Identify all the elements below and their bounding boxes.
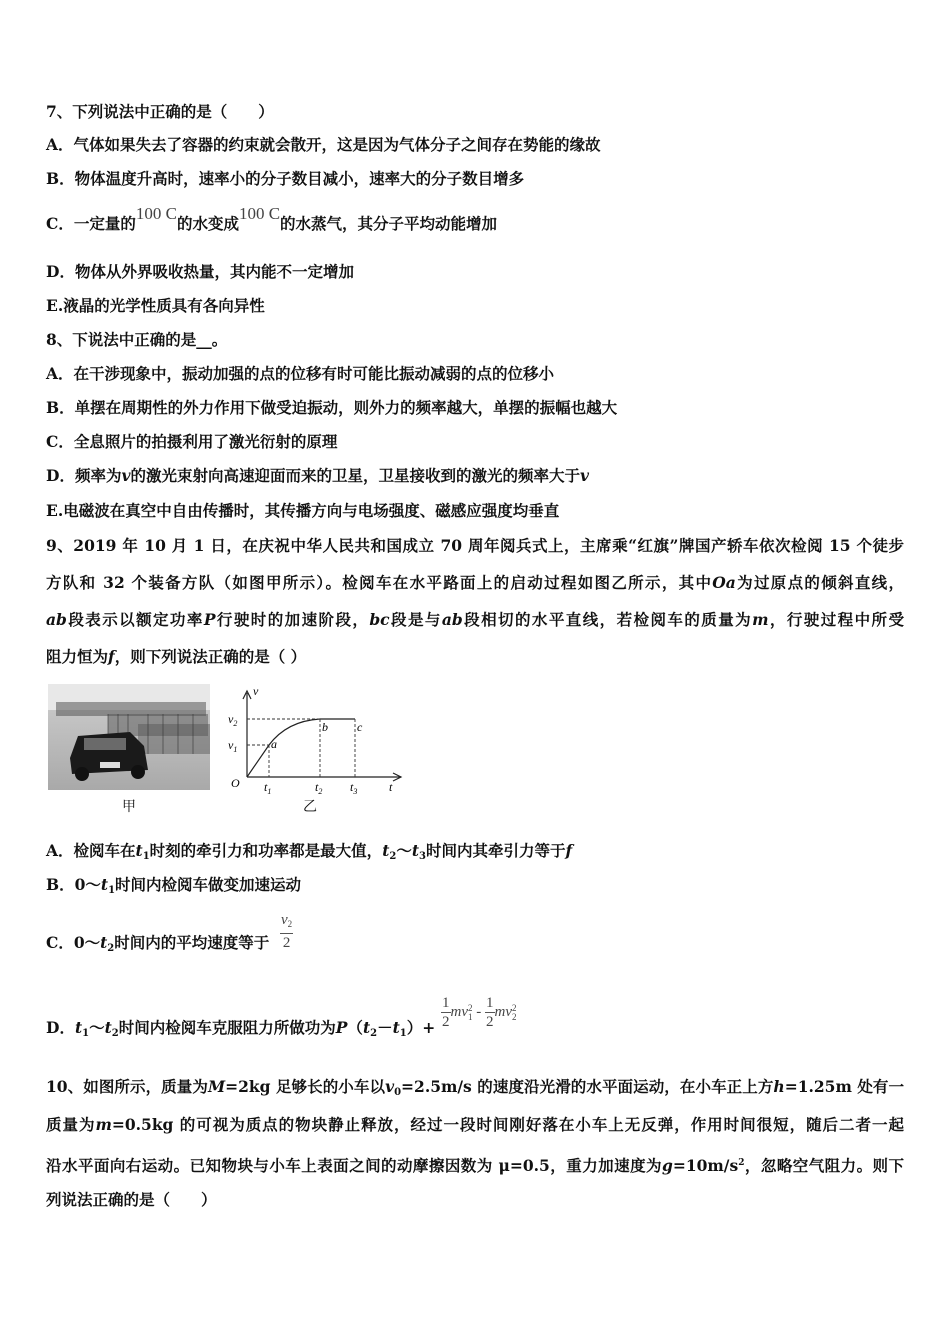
q9-option-b xyxy=(46,875,301,901)
q9c-den: 2 xyxy=(282,935,291,951)
q8-d-mid: 的激光束射向高速迎面而来的卫星，卫星接收到的激光的频率大于 xyxy=(130,466,580,485)
q9a-t2: t xyxy=(382,841,390,860)
q9d-p2: ～ xyxy=(89,1018,105,1037)
q10-l1-b: =2kg 足够长的小车以 xyxy=(225,1077,386,1096)
q9d-p4: （ xyxy=(347,1018,363,1037)
q9-line2 xyxy=(46,573,904,593)
q9-l3-p: P xyxy=(203,610,216,629)
q8-option-a: A．在干涉现象中，振动加强的点的位移有时可能比振动减弱的点的位移小 xyxy=(46,364,555,383)
q9a-t3s: 3 xyxy=(419,851,426,862)
q9-l3-c: 段是与 xyxy=(389,610,442,629)
q9-l3-ab: ab xyxy=(46,610,67,629)
q7-option-b: B．物体温度升高时，速率小的分子数目减小，速率大的分子数目增多 xyxy=(46,169,525,188)
q9-l4-f: f xyxy=(108,647,115,666)
figure-jia-caption: 甲 xyxy=(122,799,136,815)
q9a-p3: ～ xyxy=(396,841,412,860)
q9d-t1bs: 1 xyxy=(399,1028,407,1039)
graph-t-label: t xyxy=(389,780,393,794)
q9a-f: f xyxy=(565,841,573,860)
q9-line1: 9、2019 年 10 月 1 日，在庆祝中华人民共和国成立 70 周年阅兵式上，主席乘“红旗”牌国产轿车依次检阅 15 个徒步 xyxy=(46,536,904,555)
q9-l2-oa: Oa xyxy=(712,573,736,592)
graph-v1-label: $v_1$ xyxy=(228,738,238,754)
q9d-formula xyxy=(441,994,517,1031)
q9d-two1: 2 xyxy=(442,1014,450,1030)
q9a-t1: t xyxy=(135,841,143,860)
q9-option-c xyxy=(46,933,269,959)
q9c-nums: 2 xyxy=(287,919,293,929)
q9d-two2: 2 xyxy=(486,1014,494,1030)
q8-stem: 8、下说法中正确的是__。 xyxy=(46,330,228,349)
q7-c-temp1: 100 C xyxy=(135,204,177,223)
q9c-ts: 2 xyxy=(107,943,115,954)
q10-l1-v: v xyxy=(385,1077,395,1096)
q9-l4-b: ，则下列说法正确的是（ ） xyxy=(114,647,307,666)
graph-t2-label: $t_2$ xyxy=(315,780,323,796)
q9d-p3: 时间内检阅车克服阻力所做功为 xyxy=(118,1018,336,1037)
q9a-t1s: 1 xyxy=(142,851,150,862)
q10-l2-b: =0.5kg 的可视为质点的物块静止释放，经过一段时间刚好落在小车上无反弹，作用时间很短，随后二者一起 xyxy=(111,1115,904,1134)
parade-car-photo xyxy=(48,684,210,790)
q9-l2-a: 方队和 32 个装备方队（如图甲所示）。检阅车在水平路面上的启动过程如图乙所示，其中 xyxy=(46,573,713,592)
q9d-mv2: mv xyxy=(494,1003,512,1020)
q7-c-post: 的水蒸气，其分子平均动能增加 xyxy=(280,214,498,233)
q9-l3-ab2: ab xyxy=(441,610,463,629)
q9d-t2b: t xyxy=(362,1018,371,1037)
q9c-t: t xyxy=(100,933,108,952)
q9d-t1: t xyxy=(74,1018,83,1037)
q9d-s1: 1 xyxy=(468,1011,473,1022)
q10-line2 xyxy=(46,1115,904,1135)
q8-d-pre: D．频率为 xyxy=(46,466,122,485)
q10-l2-m: m xyxy=(95,1115,112,1134)
q9d-sq2: 2 xyxy=(512,1002,517,1013)
q7-stem: 7、下列说法中正确的是（ ） xyxy=(46,102,274,121)
q9-option-a xyxy=(46,841,572,867)
q7-option-d: D．物体从外界吸收热量，其内能不一定增加 xyxy=(46,262,354,281)
q7-option-c xyxy=(46,204,498,234)
graph-point-b: b xyxy=(322,720,328,734)
q7-option-a: A．气体如果失去了容器的约束就会散开，这是因为气体分子之间存在势能的缘故 xyxy=(46,135,601,154)
q9d-t2bs: 2 xyxy=(370,1028,378,1039)
q9d-s2: 2 xyxy=(512,1011,517,1022)
q8-d-v2: v xyxy=(579,466,589,485)
q9-l3-e: ，行驶过程中所受 xyxy=(768,610,904,629)
graph-t3-label: $t_3$ xyxy=(350,780,358,796)
q9-option-d xyxy=(46,1018,435,1044)
q9d-t1s: 1 xyxy=(82,1028,90,1039)
q7-c-temp2: 100 C xyxy=(238,204,281,223)
q10-line1 xyxy=(46,1077,904,1103)
q9d-t2: t xyxy=(104,1018,112,1037)
q9d-minus: - xyxy=(472,1003,485,1020)
q8-d-v1: v xyxy=(121,466,131,485)
graph-v2-label: $v_2$ xyxy=(228,712,238,728)
q9b-p2: 时间内检阅车做变加速运动 xyxy=(115,875,302,894)
q10-line4: 列说法正确的是（ ） xyxy=(46,1190,217,1209)
q9d-p5: － xyxy=(377,1018,393,1037)
q9b-t: t xyxy=(100,875,109,894)
q10-l3-c: ，忽略空气阻力。则下 xyxy=(744,1156,904,1175)
q9a-t2s: 2 xyxy=(389,851,397,862)
q10-l1-d: =1.25m 处有一 xyxy=(784,1077,904,1096)
q9c-num: v xyxy=(281,912,288,928)
q10-l3-sup: 2 xyxy=(738,1158,745,1168)
q9b-ts: 1 xyxy=(108,885,116,896)
q10-l3-g: g xyxy=(661,1156,673,1175)
velocity-curve xyxy=(247,719,355,777)
q9a-t3: t xyxy=(411,841,420,860)
q10-l1-a: 10、如图所示，质量为 xyxy=(46,1077,208,1096)
q9d-P: P xyxy=(335,1018,348,1037)
q10-line3 xyxy=(46,1153,904,1176)
q9c-p2: 时间内的平均速度等于 xyxy=(114,933,270,952)
q10-l1-c: =2.5m/s 的速度沿光滑的水平面运动，在小车正上方 xyxy=(401,1077,774,1096)
q9c-fraction xyxy=(280,911,293,952)
q9a-p2: 时刻的牵引力和功率都是最大值， xyxy=(149,841,383,860)
graph-t1-label: $t_1$ xyxy=(264,780,272,796)
q10-l2-a: 质量为 xyxy=(46,1115,96,1134)
q8-option-b: B．单摆在周期性的外力作用下做受迫振动，则外力的频率越大，单摆的振幅也越大 xyxy=(46,398,618,417)
graph-v-label: v xyxy=(253,685,259,698)
q9d-sq1: 2 xyxy=(468,1002,473,1013)
q9d-p6: ）+ xyxy=(406,1018,436,1037)
v-t-graph xyxy=(225,685,405,797)
q9c-p1: C．0～ xyxy=(46,933,101,952)
q7-option-e: E.液晶的光学性质具有各向异性 xyxy=(46,296,265,315)
q9d-p1: D． xyxy=(46,1018,75,1037)
graph-origin-label: O xyxy=(231,776,240,790)
graph-point-c: c xyxy=(357,720,363,734)
q10-l3-b: =10m/s xyxy=(672,1156,739,1175)
q9-l3-b: 行驶时的加速阶段， xyxy=(215,610,370,629)
q10-l1-vs: 0 xyxy=(394,1087,402,1098)
q9-l3-a: 段表示以额定功率 xyxy=(66,610,204,629)
q9d-half1: 1 xyxy=(442,995,450,1011)
q9-l3-m: m xyxy=(752,610,769,629)
q9-l3-bc: bc xyxy=(369,610,390,629)
q9-line4 xyxy=(46,647,306,667)
q8-option-d xyxy=(46,466,589,486)
q9-l4-a: 阻力恒为 xyxy=(46,647,109,666)
q9d-t2s: 2 xyxy=(111,1028,119,1039)
q10-l1-h: h xyxy=(773,1077,785,1096)
q9d-mv1: mv xyxy=(450,1003,468,1020)
q8-option-e: E.电磁波在真空中自由传播时，其传播方向与电场强度、磁感应强度均垂直 xyxy=(46,501,560,520)
q9-line3 xyxy=(46,610,904,630)
q7-c-pre: C．一定量的 xyxy=(46,214,136,233)
q9d-half2: 1 xyxy=(486,995,494,1011)
q9b-p1: B．0～ xyxy=(46,875,101,894)
q8-option-c: C．全息照片的拍摄利用了激光衍射的原理 xyxy=(46,432,338,451)
graph-point-a: a xyxy=(271,737,277,751)
q9a-p1: A．检阅车在 xyxy=(46,841,136,860)
q9-l3-d: 段相切的水平直线，若检阅车的质量为 xyxy=(462,610,753,629)
q7-c-mid: 的水变成 xyxy=(176,214,239,233)
q9d-t1b: t xyxy=(392,1018,400,1037)
q10-l1-M: M xyxy=(207,1077,226,1096)
q9a-p4: 时间内其牵引力等于 xyxy=(425,841,566,860)
figure-yi-caption: 乙 xyxy=(303,799,317,815)
q10-l3-a: 沿水平面向右运动。已知物块与小车上表面之间的动摩擦因数为 μ=0.5，重力加速度为 xyxy=(46,1156,662,1175)
q9-l2-b: 为过原点的倾斜直线， xyxy=(735,573,904,592)
